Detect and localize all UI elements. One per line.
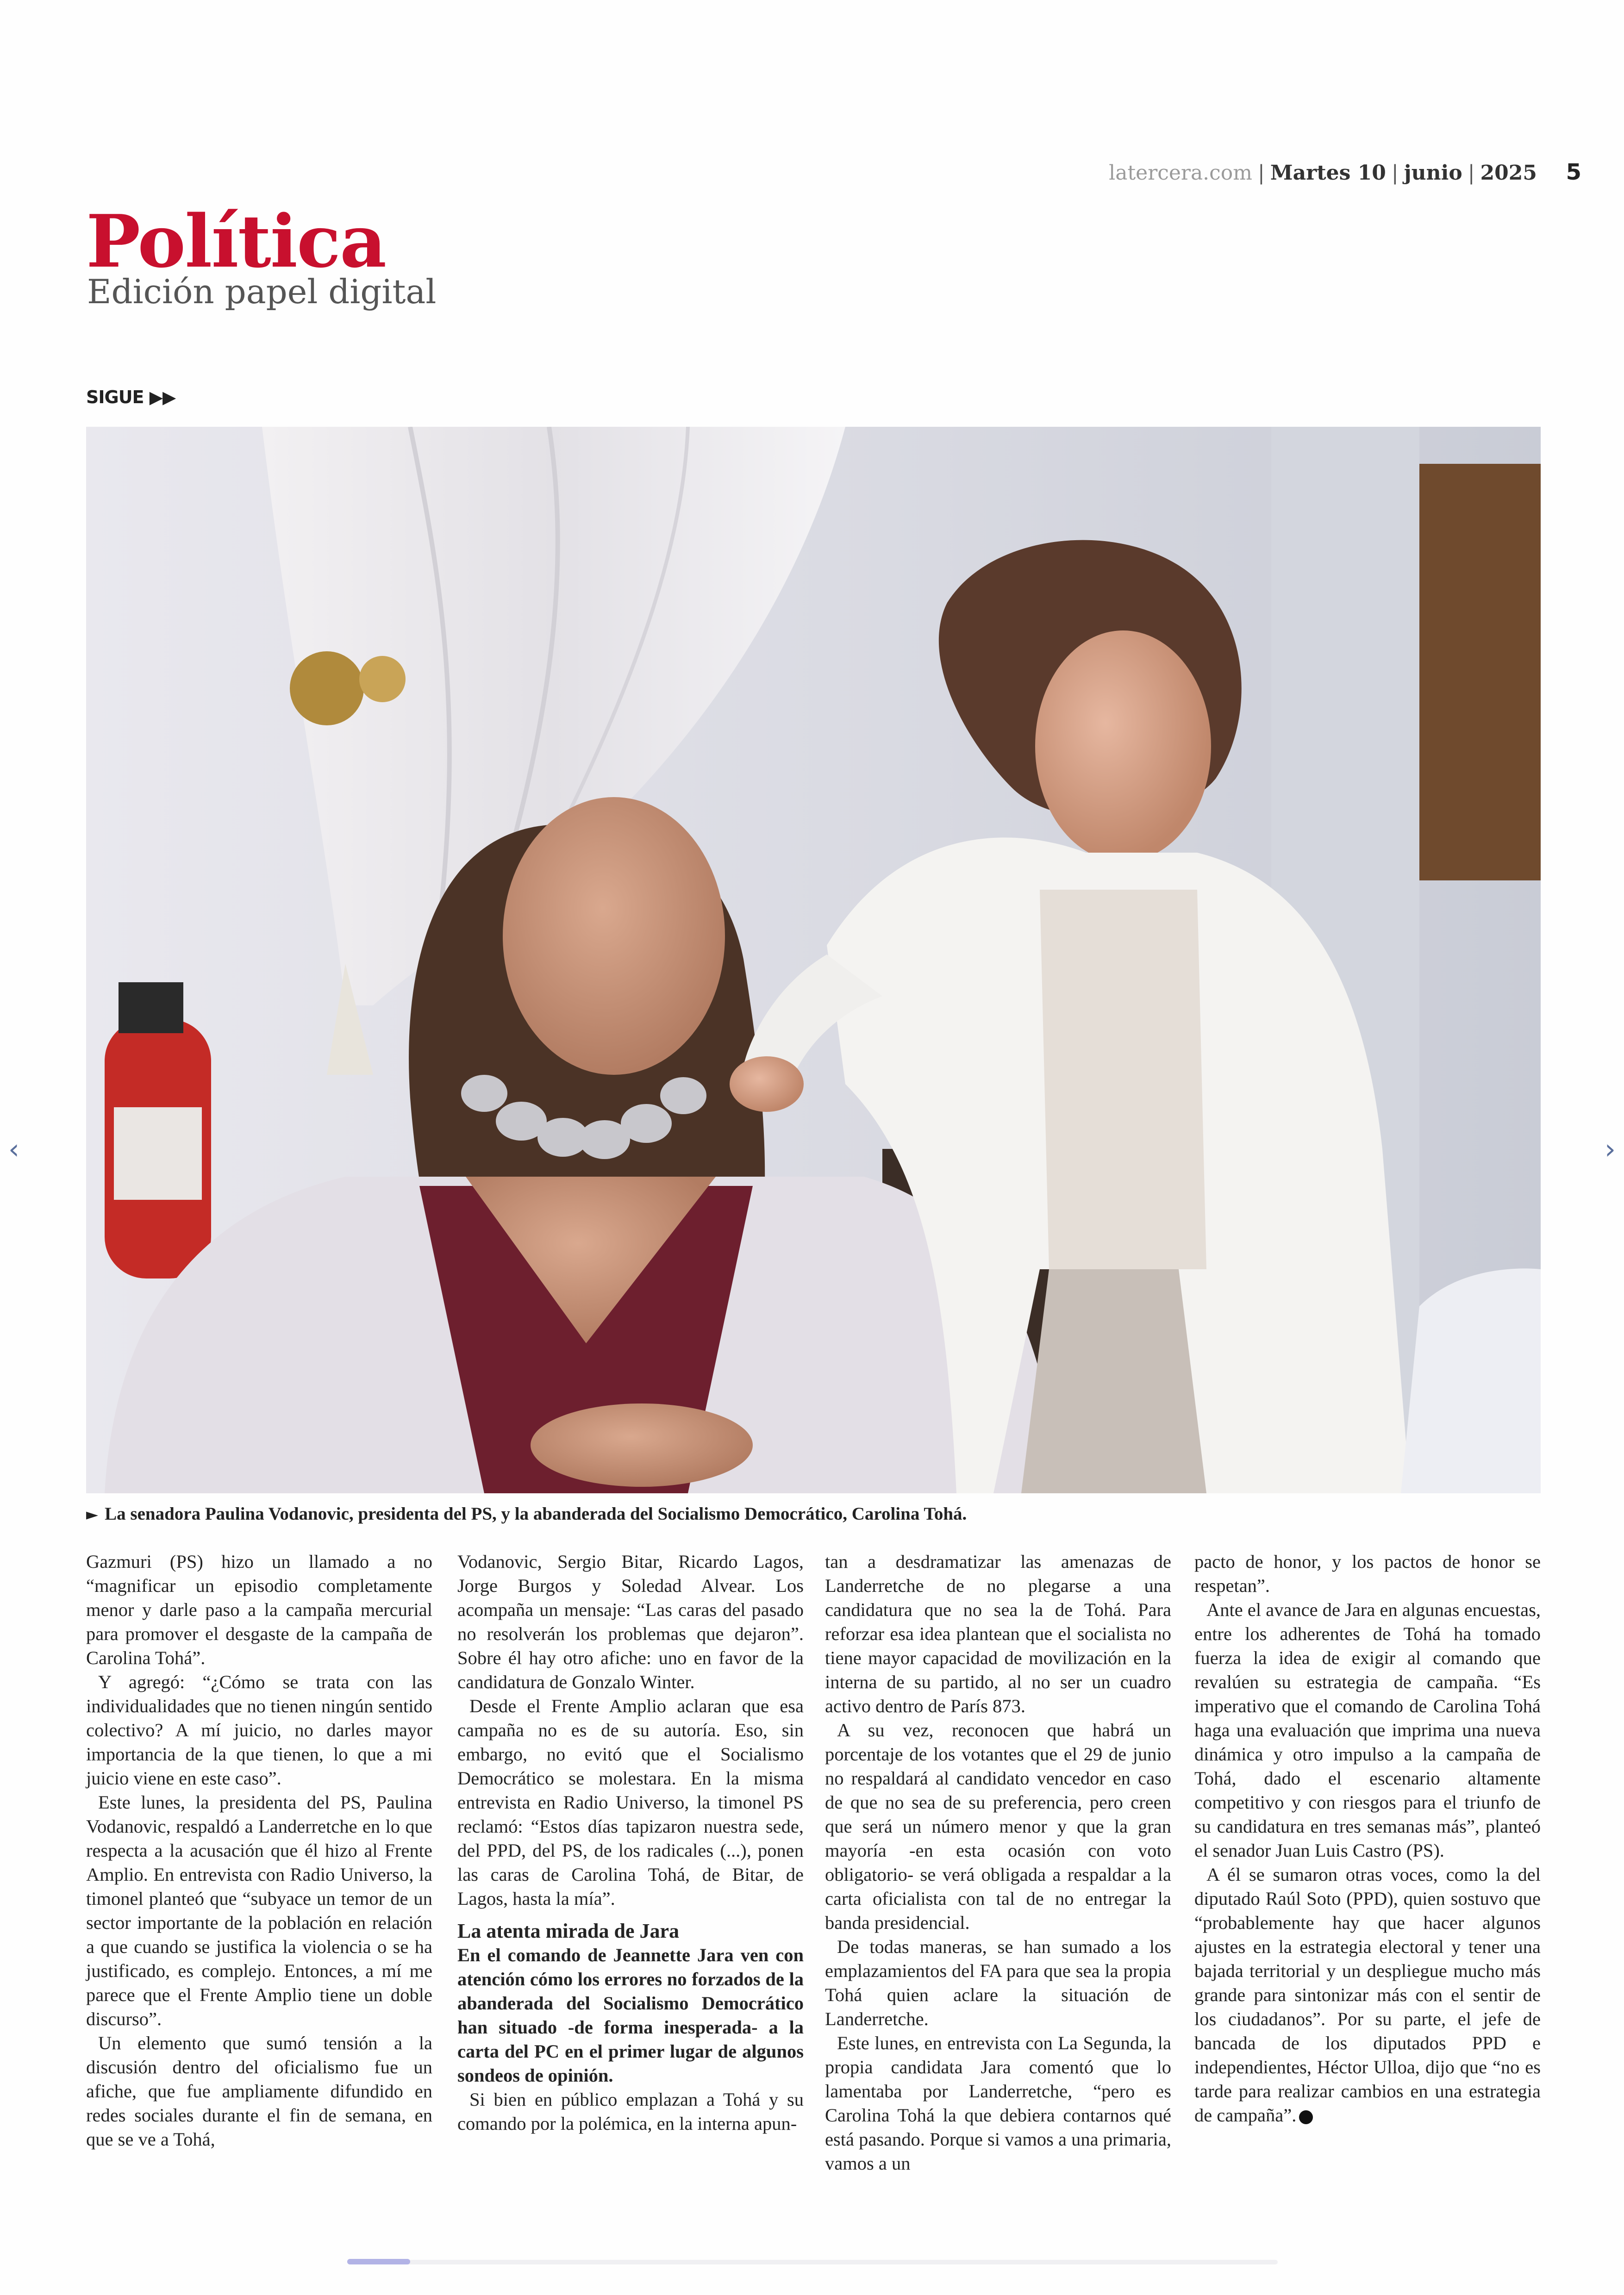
next-page-button[interactable]: › [1605,1133,1616,1166]
continued-label: SIGUE ▶▶ [86,387,176,407]
previous-page-button[interactable]: ‹ [8,1133,19,1166]
paragraph [1194,1863,1541,2127]
separator: | [1258,161,1265,185]
photo-caption [86,1503,967,1524]
subhead-lead: En el comando de Jeannette Jara ven con atención cómo los errores no forzados de la abanderada del Socialismo Democrático han situado -de forma inesperada- a la carta del PC en el primer lugar de algunos sondeos de opinión. [457,1945,804,2086]
paragraph: Este lunes, en entrevista con La Segunda, la propia candidata Jara comentó que lo lamentaba por Landerretche, “pero es Carolina Tohá la que debiera contarnos qué está pasando. Porque si vamos a una primaria, vamos a un [825,2033,1171,2174]
paragraph: Este lunes, la presidenta del PS, Paulina Vodanovic, respaldó a Landerretche en lo que respecta a la acusación que él hizo al Frente Amplio. En entrevista con Radio Universo, la timonel planteó que “subyace un temor de un sector importante de la población en relación a que cuando se justifica la violencia o se ha justificado, es complejo. Entonces, a mí me parece que el Frente Amplio tiene un doble discurso”. [86,1792,432,2029]
separator: | [1391,161,1399,185]
paragraph: Un elemento que sumó tensión a la discusión dentro del oficialismo fue un afiche, que fue ampliamente difundido en redes sociales durante el fin de semana, en que se ve a Tohá, [86,2033,432,2150]
page-number: 5 [1566,159,1581,185]
paragraph: pacto de honor, y los pactos de honor se respetan”. [1194,1551,1541,1596]
article-column-1 [86,1550,432,2152]
caption-text: La senadora Paulina Vodanovic, presidenta del PS, y la abanderada del Socialismo Democrático, Carolina Tohá. [105,1504,967,1524]
photo-illustration [86,427,1541,1493]
paragraph: De todas maneras, se han sumado a los emplazamientos del FA para que sea la propia Tohá quien aclare la situación de Landerretche. [825,1936,1171,2029]
paragraph: Si bien en público emplazan a Tohá y su comando por la polémica, en la interna apun- [457,2089,804,2134]
paragraph: tan a desdramatizar las amenazas de Landerretche de no plegarse a una candidatura que no sea la de Tohá. Para reforzar esa idea plantean que el socialista no tiene mayor capacidad de movilización en la interna de su partido, al no ser un cuadro activo dentro de París 873. [825,1551,1171,1716]
article-subhead: La atenta mirada de Jara [457,1920,680,1942]
paragraph: Vodanovic, Sergio Bitar, Ricardo Lagos, Jorge Burgos y Soledad Alvear. Los acompaña un mensaje: “Las caras del pasado no resolverán los problemas que dejaron”. Sobre él hay otro afiche: uno en favor de la candidatura de Gonzalo Winter. [457,1551,804,1692]
paragraph-text: A él se sumaron otras voces, como la del diputado Raúl Soto (PPD), quien sostuvo que “probablemente hay que hacer algunos ajustes en la estrategia electoral y tener una bajada territorial y un despliegue mucho más grande para sintonizar más con el sentir de los ciudadanos”. Por su parte, el jefe de bancada de los diputados PPD e independientes, Héctor Ulloa, dijo que “no es tarde para realizar cambios en una estrategia de campaña”. [1194,1864,1541,2126]
paragraph: Y agregó: “¿Cómo se trata con las individualidades que no tienen ningún sentido colectivo? A mí juicio, no darles mayor importancia de la que tienen, lo que a mi juicio viene en este caso”. [86,1671,432,1789]
article-photo [86,427,1541,1493]
section-title: Política [86,199,386,284]
issue-day: Martes 10 [1270,161,1386,185]
end-of-article-icon [1299,2110,1313,2124]
folio-header [1109,161,1537,185]
paragraph: A su vez, reconocen que habrá un porcentaje de los votantes que el 29 de junio no respaldará al candidato vencedor en caso de que no sea de su preferencia, pero creen que será un número menor y que la gran mayoría -en esta ocasión con voto obligatorio- se verá obligada a respaldar a la carta oficialista con tal de no entregar la banda presidencial. [825,1720,1171,1933]
edition-subtitle: Edición papel digital [87,272,437,311]
caption-arrow-icon: ► [86,1505,99,1524]
separator: | [1468,161,1475,185]
article-column-2 [457,1550,804,2136]
site-name[interactable]: latercera.com [1109,161,1253,185]
article-column-3 [825,1550,1171,2176]
page-scrollbar-thumb[interactable] [347,2259,410,2264]
issue-month: junio [1404,161,1462,185]
paragraph: Ante el avance de Jara en algunas encuestas, entre los adherentes de Tohá ha tomado fuerza la idea de exigir al comando que revalúen su estrategia de campaña. “Es imperativo que el comando de Carolina Tohá haga una evaluación que imprima una nueva dinámica y otro impulso a la campaña de Tohá, dado el escenario altamente competitivo y con riesgos para el triunfo de su candidatura en tres semanas más”, planteó el senador Juan Luis Castro (PS). [1194,1599,1541,1861]
page-scrollbar-track[interactable] [347,2260,1278,2264]
paragraph: Gazmuri (PS) hizo un llamado a no “magnificar un episodio completamente menor y darle paso a la campaña mercurial para promover el desgaste de la campaña de Carolina Tohá”. [86,1551,432,1668]
article-column-4 [1194,1550,1541,2127]
paragraph: Desde el Frente Amplio aclaran que esa campaña no es de su autoría. Eso, sin embargo, no evitó que el Socialismo Democrático se molestara. En la misma entrevista en Radio Universo, la timonel PS reclamó: “Estos días tapizaron nuestra sede, del PPD, del PS, de los radicales (...), ponen las caras de Carolina Tohá, de Bitar, de Lagos, hasta la mía”. [457,1696,804,1909]
issue-year: 2025 [1480,161,1537,185]
